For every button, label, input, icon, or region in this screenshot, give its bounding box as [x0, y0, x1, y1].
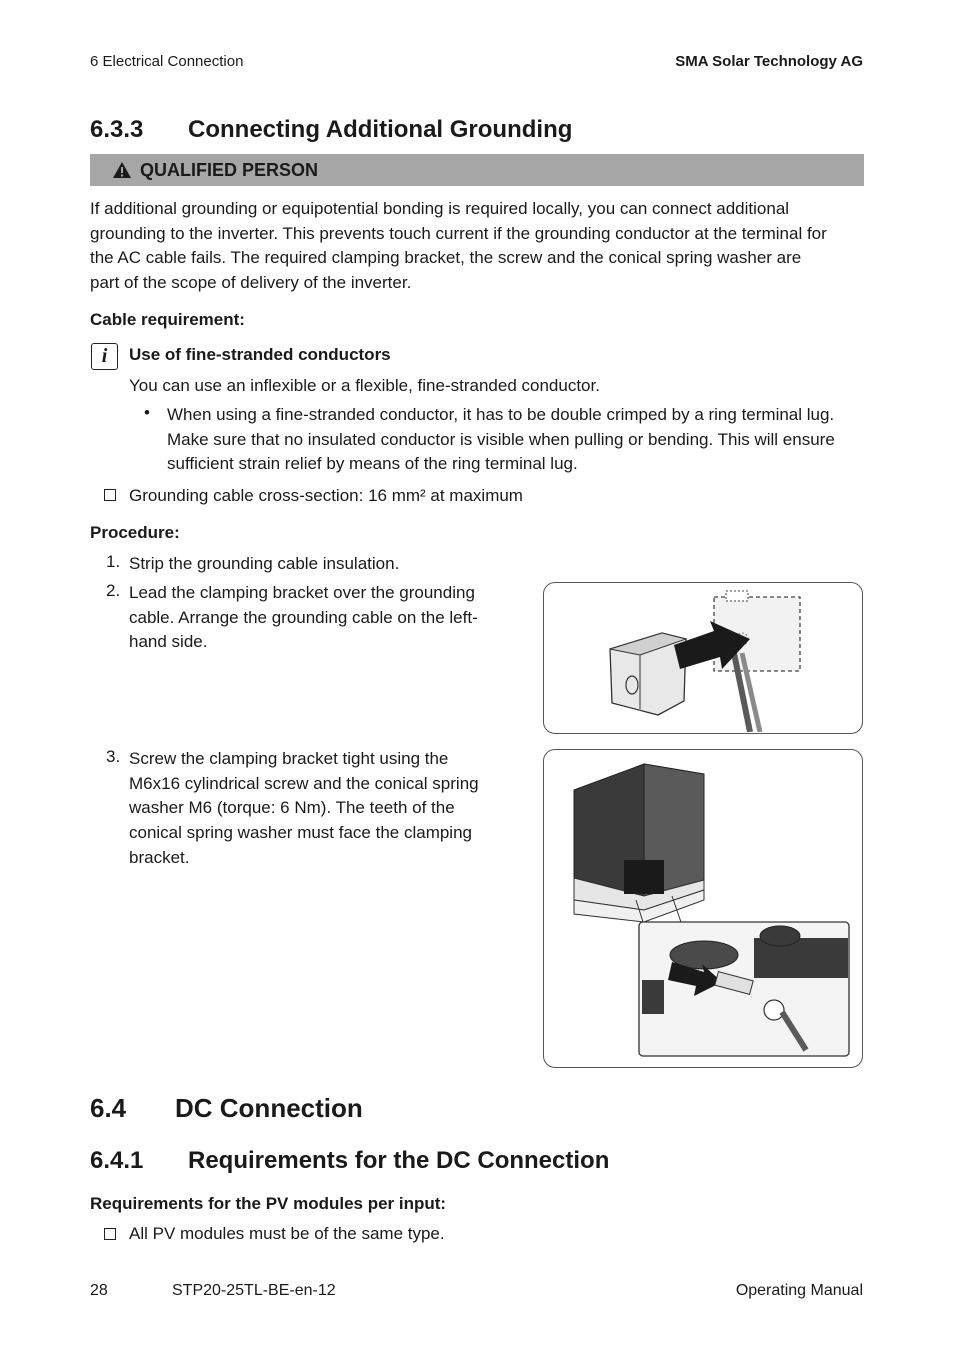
- section-heading-6-4-1: [90, 1147, 609, 1175]
- step-line: Screw the clamping bracket tight using the: [129, 749, 449, 768]
- pv-requirements-heading: Requirements for the PV modules per input:: [90, 1194, 447, 1213]
- warning-label: QUALIFIED PERSON: [140, 159, 319, 180]
- running-header-chapter: 6 Electrical Connection: [90, 53, 244, 70]
- bullet-line: When using a fine-stranded conductor, it has to be double crimped by a ring terminal lug.: [167, 405, 835, 424]
- info-text: You can use an inflexible or a flexible, fine-stranded conductor.: [129, 376, 600, 395]
- step-text: [129, 581, 529, 655]
- step-line: bracket.: [129, 847, 190, 867]
- step-line: hand side.: [129, 632, 208, 652]
- bullet-dot: •: [144, 403, 150, 422]
- running-header-company: SMA Solar Technology AG: [675, 53, 863, 70]
- step-number: 1.: [106, 552, 121, 571]
- clamping-bracket-figure: [543, 582, 863, 734]
- inverter-grounding-figure: [543, 749, 863, 1068]
- step-number: 2.: [106, 581, 121, 600]
- cable-requirement-heading: Cable requirement:: [90, 310, 245, 329]
- step-number: 3.: [106, 747, 121, 766]
- step-text: [129, 747, 529, 871]
- info-title: Use of fine-stranded conductors: [129, 345, 391, 364]
- section-title: Requirements for the DC Connection: [188, 1147, 610, 1174]
- clamping-bracket-illustration: [544, 583, 861, 732]
- section-heading-6-4: [90, 1093, 363, 1124]
- step-line: M6x16 cylindrical screw and the conical spring: [129, 773, 479, 793]
- inverter-grounding-illustration: [544, 750, 861, 1066]
- info-icon: i: [91, 343, 118, 370]
- info-bullet: [167, 403, 867, 477]
- page-number: 28: [90, 1282, 108, 1299]
- requirement-item: Grounding cable cross-section: 16 mm² at maximum: [129, 486, 523, 505]
- warning-triangle-icon: [112, 161, 132, 179]
- section-heading-6-3-3: [90, 116, 572, 144]
- intro-line: the AC cable fails. The required clamping bracket, the screw and the conical spring washer are: [90, 248, 802, 268]
- section-title: DC Connection: [175, 1093, 363, 1123]
- step-line: washer M6 (torque: 6 Nm). The teeth of the: [129, 798, 455, 818]
- checkbox-icon: [104, 489, 116, 501]
- bullet-line: sufficient strain relief by means of the ring terminal lug.: [167, 454, 578, 474]
- step-line: conical spring washer must face the clamping: [129, 823, 472, 843]
- step-line: cable. Arrange the grounding cable on the left-: [129, 607, 478, 627]
- manual-title: Operating Manual: [735, 1282, 863, 1299]
- section-number: 6.4.1: [90, 1147, 144, 1174]
- intro-line: If additional grounding or equipotential bonding is required locally, you can connect additional: [90, 199, 790, 218]
- section-number: 6.3.3: [90, 116, 144, 143]
- pv-requirement-item: All PV modules must be of the same type.: [129, 1224, 445, 1243]
- section-title: Connecting Additional Grounding: [188, 116, 573, 143]
- intro-line: grounding to the inverter. This prevents touch current if the grounding conductor at the terminal for: [90, 223, 827, 243]
- checkbox-icon: [104, 1228, 116, 1240]
- bullet-line: Make sure that no insulated conductor is visible when pulling or bending. This will ensure: [167, 429, 835, 449]
- step-line: Lead the clamping bracket over the grounding: [129, 583, 475, 602]
- section-number: 6.4: [90, 1093, 127, 1123]
- step-text: Strip the grounding cable insulation.: [129, 554, 400, 573]
- qualified-person-banner: [90, 154, 864, 186]
- intro-line: part of the scope of delivery of the inverter.: [90, 273, 412, 293]
- document-id: STP20-25TL-BE-en-12: [172, 1282, 336, 1299]
- intro-paragraph: [90, 197, 870, 296]
- procedure-heading: Procedure:: [90, 523, 180, 542]
